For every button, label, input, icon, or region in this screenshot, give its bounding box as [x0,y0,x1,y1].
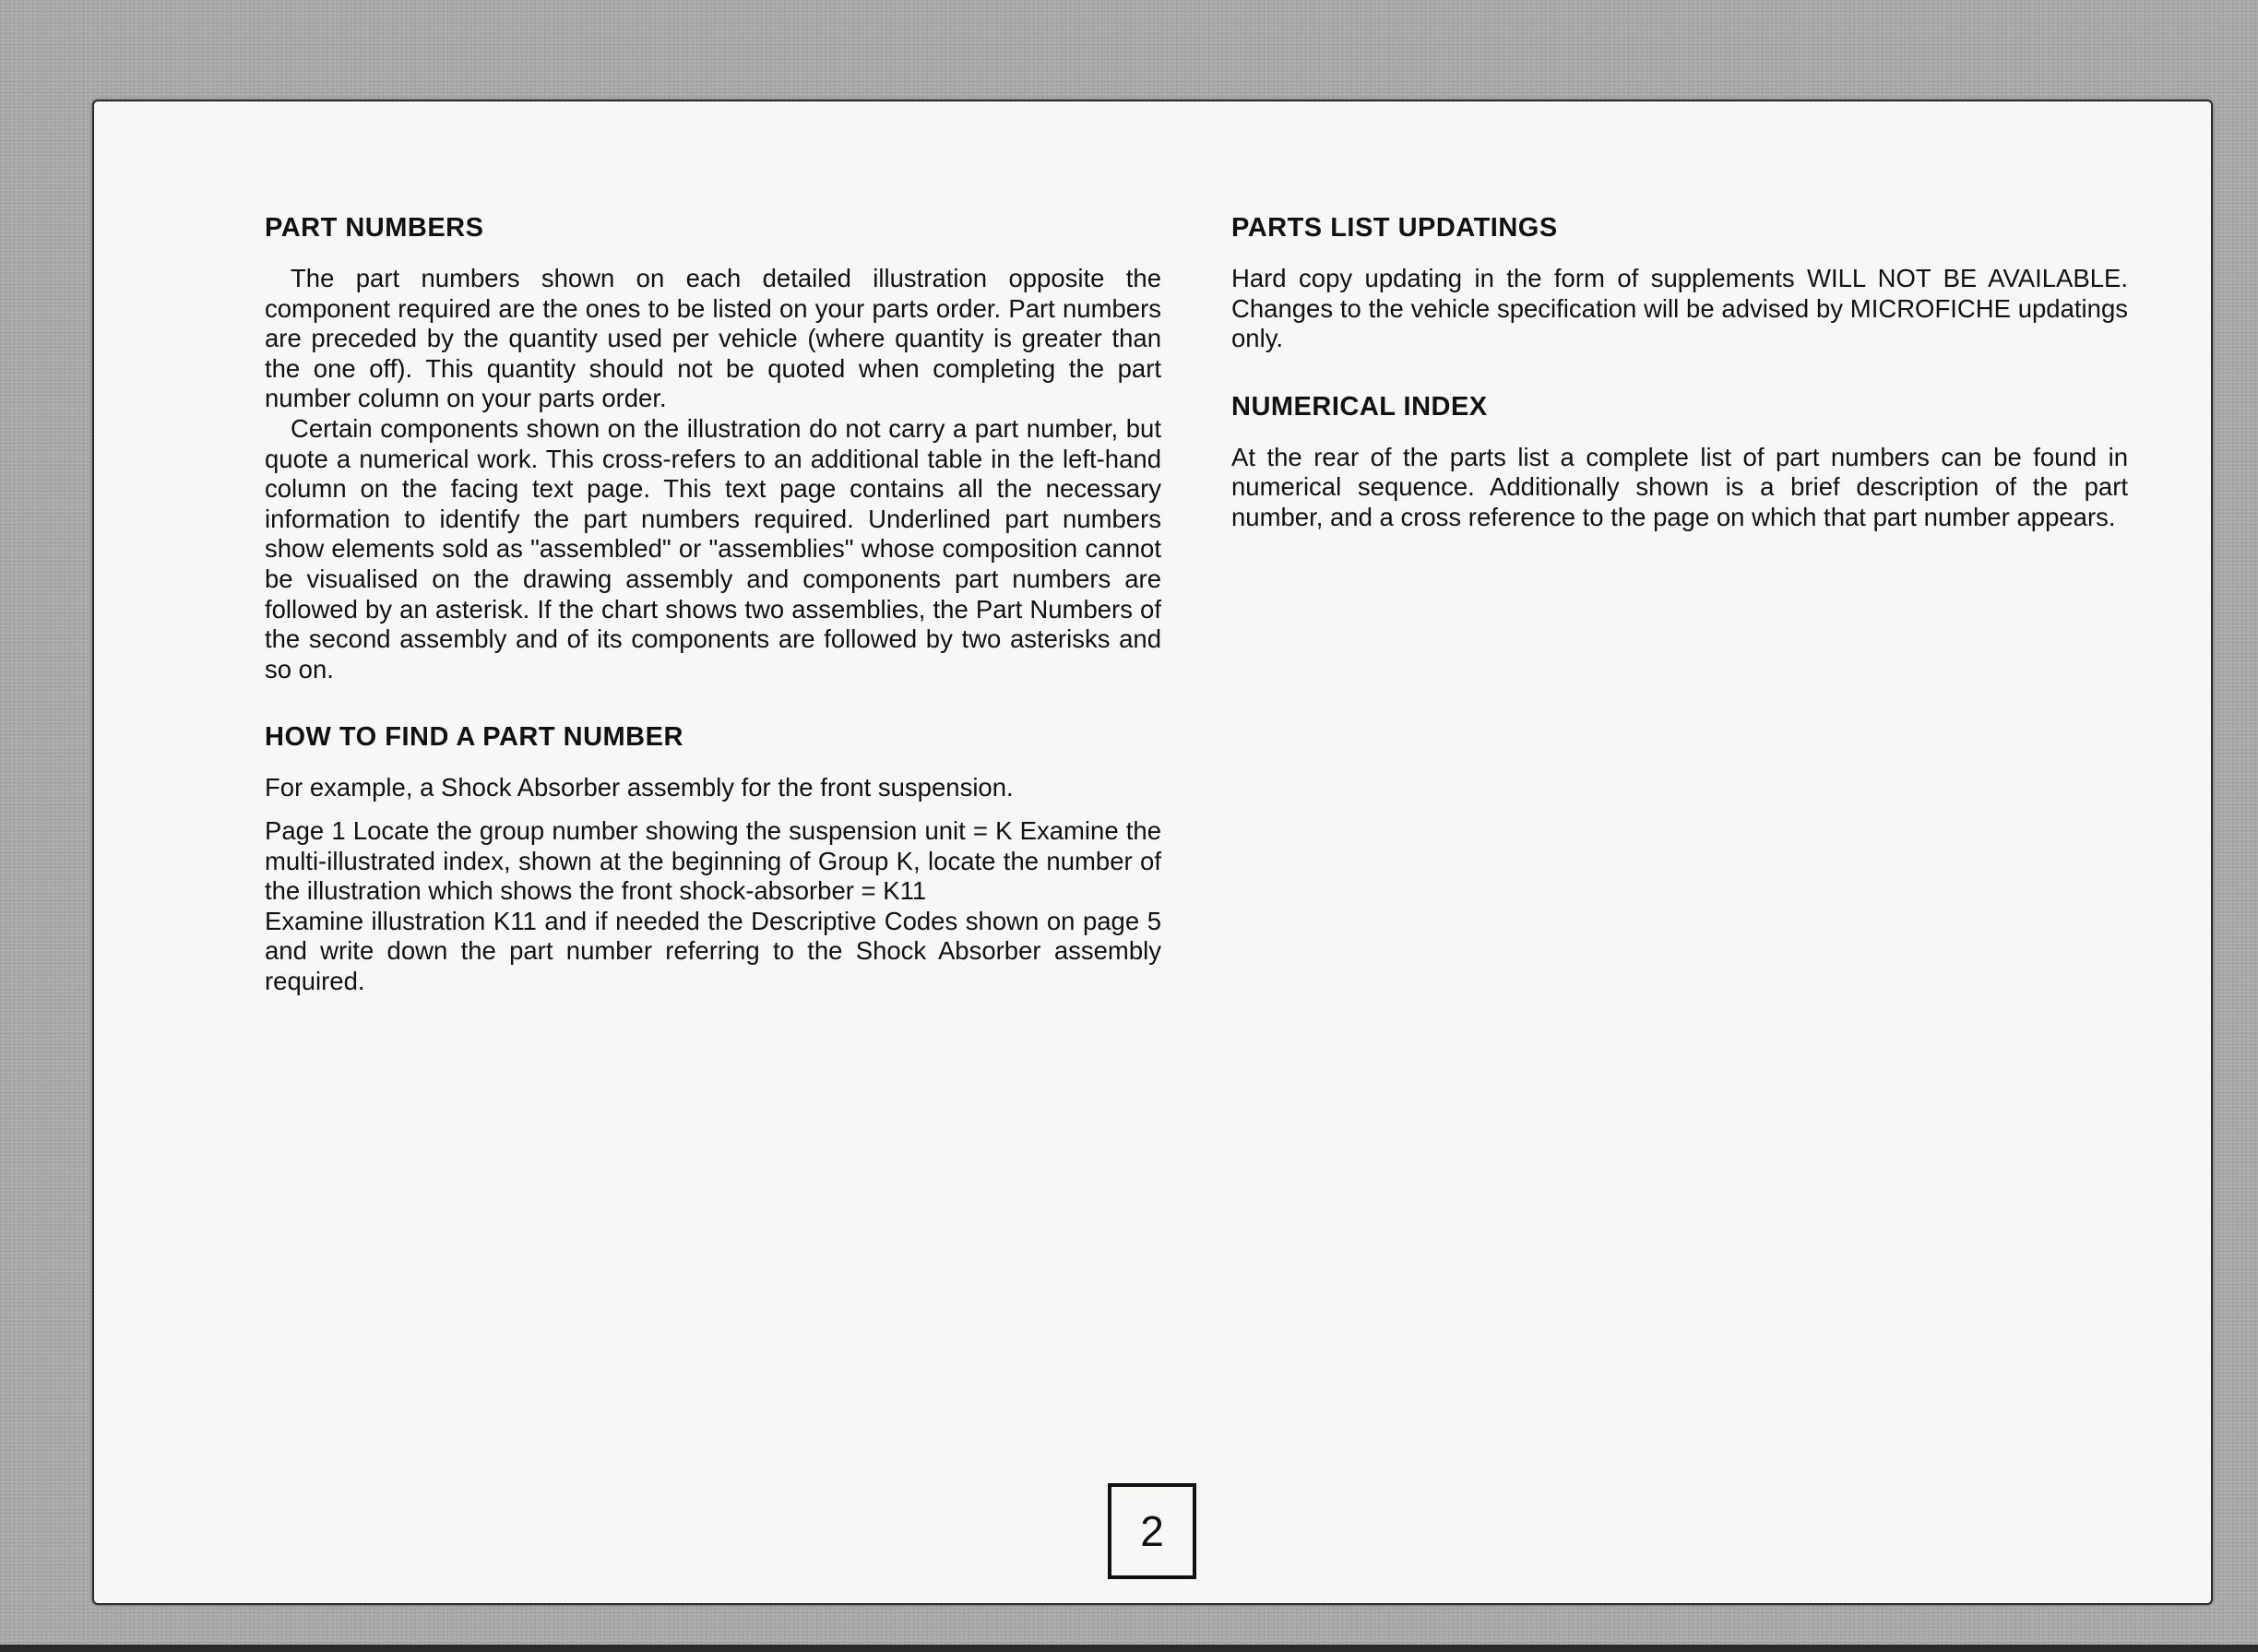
section-parts-list-updatings [1231,212,2128,354]
paragraph: Page 1 Locate the group number showing the suspension unit = K Examine the multi-illustrated index, shown at the beginning of Group K, locate the number of the illustration which shows the front shock-absorber = K11 [265,815,1161,906]
heading-how-to-find: HOW TO FIND A PART NUMBER [265,722,683,753]
section-part-numbers [265,212,1161,684]
paragraph: At the rear of the parts list a complete list of part numbers can be found in numerical sequence. Additionally shown is a brief description of the part number, and a cross reference to the page on which that part number appears. [1231,442,2128,531]
paragraph: Hard copy updating in the form of supplements WILL NOT BE AVAILABLE. Changes to the vehicle specification will be advised by MICROFICHE updatings only. [1231,264,2128,353]
document-page [92,100,2213,1605]
paragraph: The part numbers shown on each detailed illustration opposite the component required are the ones to be listed on your parts order. Part numbers are preceded by the quantity used per vehicle (where quantity is greater than the one off). This quantity should not be quoted when completing the part number column on your parts order. [265,264,1161,413]
heading-part-numbers: PART NUMBERS [265,213,484,243]
heading-numerical-index: NUMERICAL INDEX [1231,391,1488,422]
paragraph: For example, a Shock Absorber assembly for the front suspension. [265,773,1014,802]
page-number: 2 [1108,1483,1196,1579]
left-column [265,212,1161,996]
paragraph: Examine illustration K11 and if needed the Descriptive Codes shown on page 5 and write down the part number referring to the Shock Absorber assembly required. [265,906,1161,995]
scan-edge [0,1645,2258,1652]
section-how-to-find [265,721,1161,996]
section-numerical-index [1231,391,2128,533]
paragraph: Certain components shown on the illustration do not carry a part number, but quote a numerical work. This cross-refers to an additional table in the left-hand column on the facing text page. This text page contains all the necessary information to identify the part numbers required. Underlined part numbers show elements sold as "assembled" or "assemblies" whose composition cannot be visualised on the drawing assembly and components part numbers are followed by an asterisk. If the chart shows two assemblies, the Part Numbers of the second assembly and of its components are followed by two asterisks and so on. [265,413,1161,683]
heading-parts-list-updatings: PARTS LIST UPDATINGS [1231,213,1558,243]
right-column [1231,212,2128,533]
